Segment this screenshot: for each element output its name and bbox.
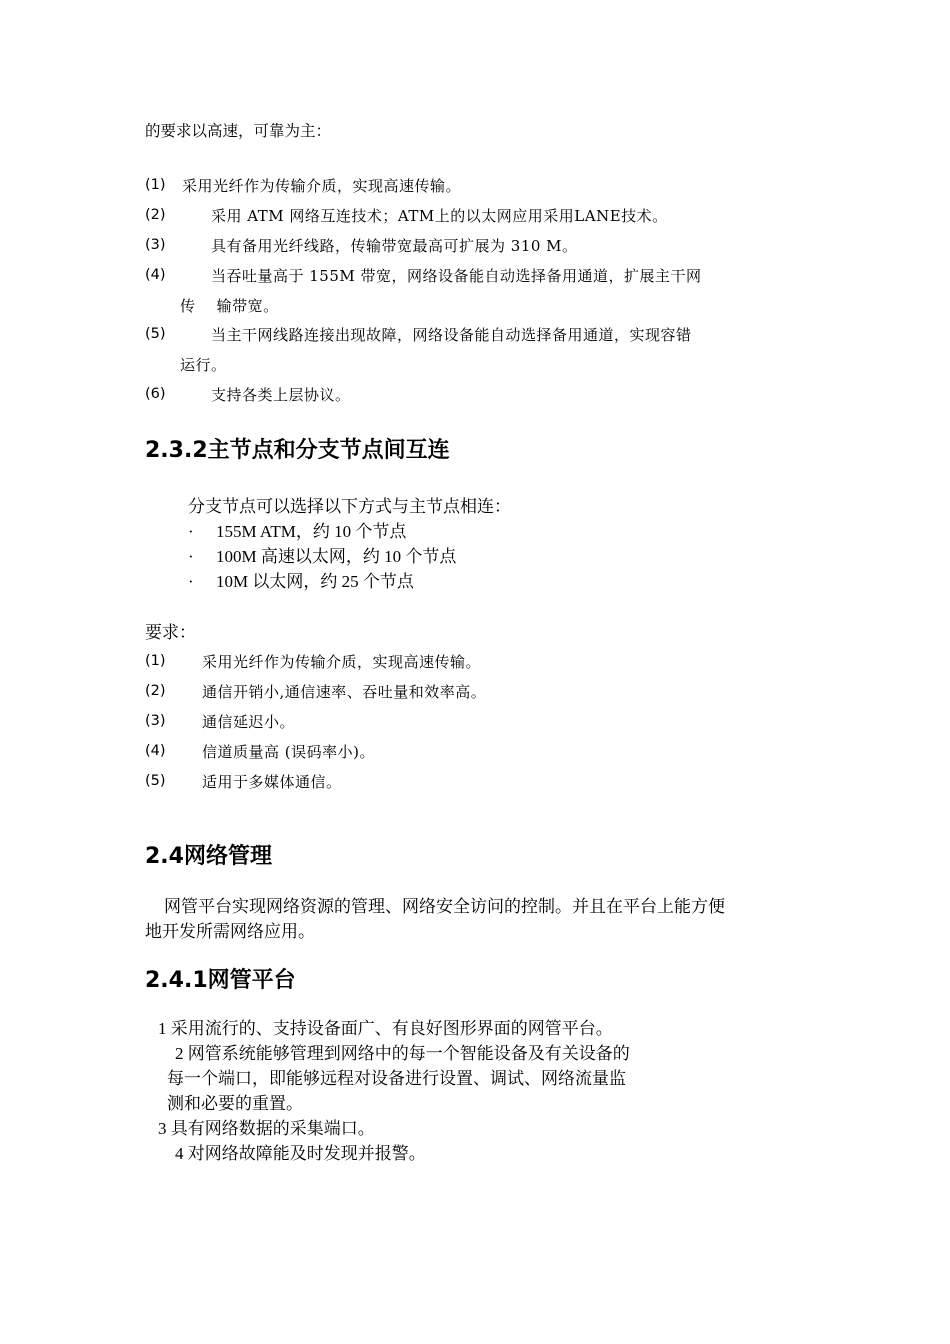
- list1-num-6: (6): [145, 386, 166, 402]
- heading-2-3-2: 2.3.2主节点和分支节点间互连: [145, 438, 450, 463]
- list1-item-5: 当主干网线路连接出现故障，网络设备能自动选择备用通道，实现容错: [211, 326, 692, 344]
- platform-line-4: 测和必要的重置。: [167, 1094, 303, 1113]
- platform-line-3: 每一个端口，即能够远程对设备进行设置、调试、网络流量监: [167, 1069, 626, 1088]
- bullet-mark-3: ·: [188, 572, 194, 591]
- bullet-mark-1: ·: [188, 522, 194, 541]
- list1-item-3: 具有备用光纤线路，传输带宽最高可扩展为 310 M。: [211, 237, 578, 255]
- bullet-mark-2: ·: [188, 547, 194, 566]
- heading-2-4-1: 2.4.1网管平台: [145, 968, 296, 993]
- list2-item-3: 通信延迟小。: [202, 713, 296, 731]
- platform-line-1: 1 采用流行的、支持设备面广、有良好图形界面的网管平台。: [158, 1019, 613, 1038]
- list2-item-1: 采用光纤作为传输介质，实现高速传输。: [202, 653, 482, 671]
- bullet-item-3: 10M 以太网，约 25 个节点: [216, 572, 414, 591]
- branch-intro: 分支节点可以选择以下方式与主节点相连：: [188, 497, 511, 516]
- list2-num-5: (5): [145, 773, 166, 789]
- bullet-item-2: 100M 高速以太网，约 10 个节点: [216, 547, 457, 566]
- intro-text: 的要求以高速，可靠为主：: [145, 122, 332, 140]
- list2-num-2: (2): [145, 683, 166, 699]
- platform-line-6: 4 对网络故障能及时发现并报警。: [175, 1144, 426, 1163]
- list1-num-3: (3): [145, 237, 166, 253]
- list2-num-1: (1): [145, 653, 166, 669]
- list2-item-5: 适用于多媒体通信。: [202, 773, 342, 791]
- list2-num-3: (3): [145, 713, 166, 729]
- list1-num-5: (5): [145, 326, 166, 342]
- list1-num-2: (2): [145, 207, 166, 223]
- requirements-label: 要求：: [145, 623, 196, 642]
- heading-2-4: 2.4网络管理: [145, 844, 272, 869]
- platform-line-5: 3 具有网络数据的采集端口。: [158, 1119, 375, 1138]
- list1-item-1: 采用光纤作为传输介质，实现高速传输。: [182, 177, 462, 195]
- list2-item-2: 通信开销小,通信速率、吞吐量和效率高。: [202, 683, 487, 701]
- list1-item-5-cont: 运行。: [180, 356, 227, 374]
- platform-line-2: 2 网管系统能够管理到网络中的每一个智能设备及有关设备的: [175, 1044, 630, 1063]
- section-2-4-text-line2: 地开发所需网络应用。: [145, 922, 315, 941]
- list1-item-4-cont: 传 输带宽。: [180, 297, 279, 315]
- list1-item-6: 支持各类上层协议。: [211, 386, 351, 404]
- bullet-item-1: 155M ATM，约 10 个节点: [216, 522, 407, 541]
- list2-item-4: 信道质量高 (误码率小)。: [202, 743, 375, 761]
- list2-num-4: (4): [145, 743, 166, 759]
- list1-item-4: 当吞吐量高于 155M 带宽，网络设备能自动选择备用通道，扩展主干网: [211, 267, 702, 285]
- list1-item-2: 采用 ATM 网络互连技术；ATM上的以太网应用采用LANE技术。: [211, 207, 668, 225]
- list1-num-4: (4): [145, 267, 166, 283]
- list1-num-1: (1): [145, 177, 166, 193]
- section-2-4-text-line1: 网管平台实现网络资源的管理、网络安全访问的控制。并且在平台上能方便: [164, 897, 725, 916]
